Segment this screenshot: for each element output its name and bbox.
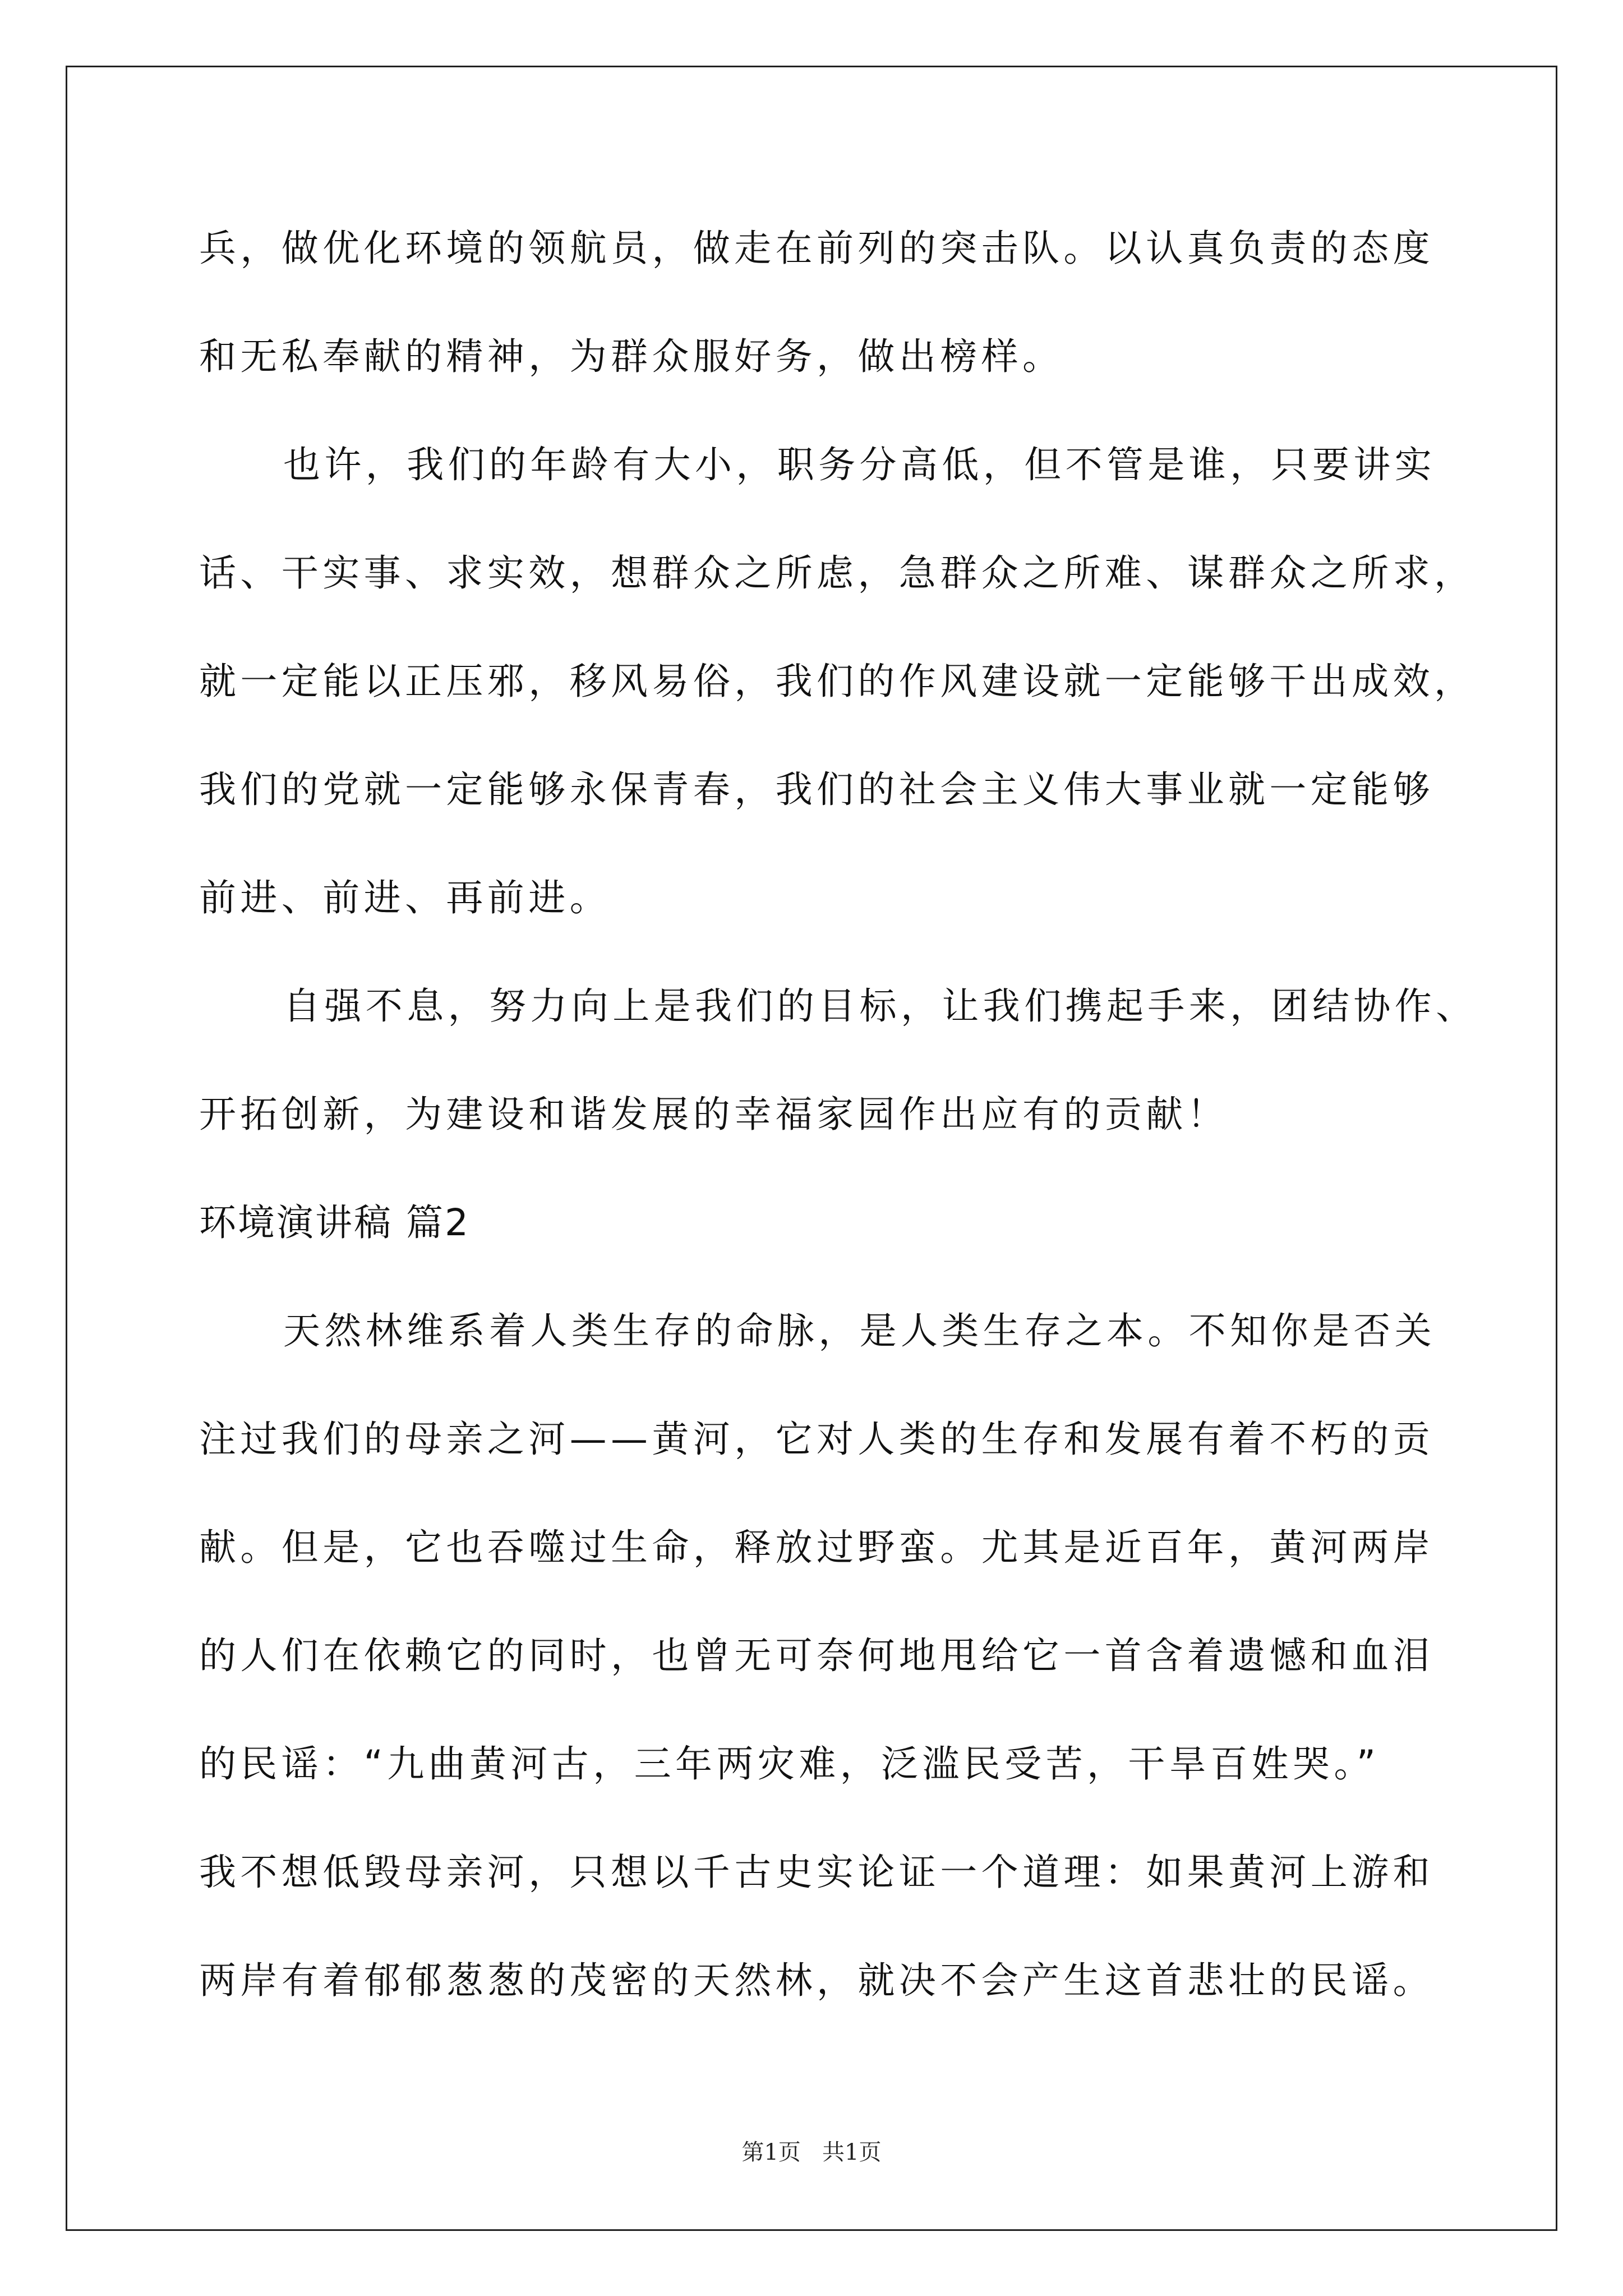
text-line: 我们的党就一定能够永保青春，我们的社会主义伟大事业就一定能够: [199, 768, 1434, 811]
text-line: 的民谣：“九曲黄河古，三年两灾难，泛滥民受苦，干旱百姓哭。”: [199, 1742, 1380, 1786]
text-line: 我不想低毁母亲河，只想以千古史实论证一个道理：如果黄河上游和: [199, 1851, 1434, 1894]
text-line: 开拓创新，为建设和谐发展的幸福家园作出应有的贡献！: [199, 1093, 1228, 1136]
text-line: 天然林维系着人类生存的命脉，是人类生存之本。不知你是否关: [283, 1309, 1436, 1352]
text-line: 的人们在依赖它的同时，也曾无可奈何地甩给它一首含着遗憾和血泪: [199, 1634, 1434, 1677]
text-line: 和无私奉献的精神，为群众服好务，做出榜样。: [199, 335, 1064, 378]
text-line: 献。但是，它也吞噬过生命，释放过野蛮。尤其是近百年，黄河两岸: [199, 1526, 1434, 1569]
text-line: 两岸有着郁郁葱葱的茂密的天然林，就决不会产生这首悲壮的民谣。: [199, 1959, 1434, 2002]
page-footer: 第1页 共1页: [741, 2139, 882, 2165]
text-line: 也许，我们的年龄有大小，职务分高低，但不管是谁，只要讲实: [283, 443, 1436, 486]
text-line: 注过我们的母亲之河——黄河，它对人类的生存和发展有着不朽的贡: [199, 1418, 1434, 1461]
text-line: 就一定能以正压邪，移风易俗，我们的作风建设就一定能够干出成效，: [199, 660, 1476, 703]
text-line: 兵，做优化环境的领航员，做走在前列的突击队。以认真负责的态度: [199, 227, 1434, 270]
section-heading: 环境演讲稿 篇2: [199, 1201, 470, 1244]
text-line: 话、干实事、求实效，想群众之所虑，急群众之所难、谋群众之所求，: [199, 551, 1476, 595]
text-line: 自强不息，努力向上是我们的目标，让我们携起手来，团结协作、: [283, 984, 1477, 1028]
text-line: 前进、前进、再前进。: [199, 876, 611, 919]
document-body: [199, 222, 1477, 2062]
